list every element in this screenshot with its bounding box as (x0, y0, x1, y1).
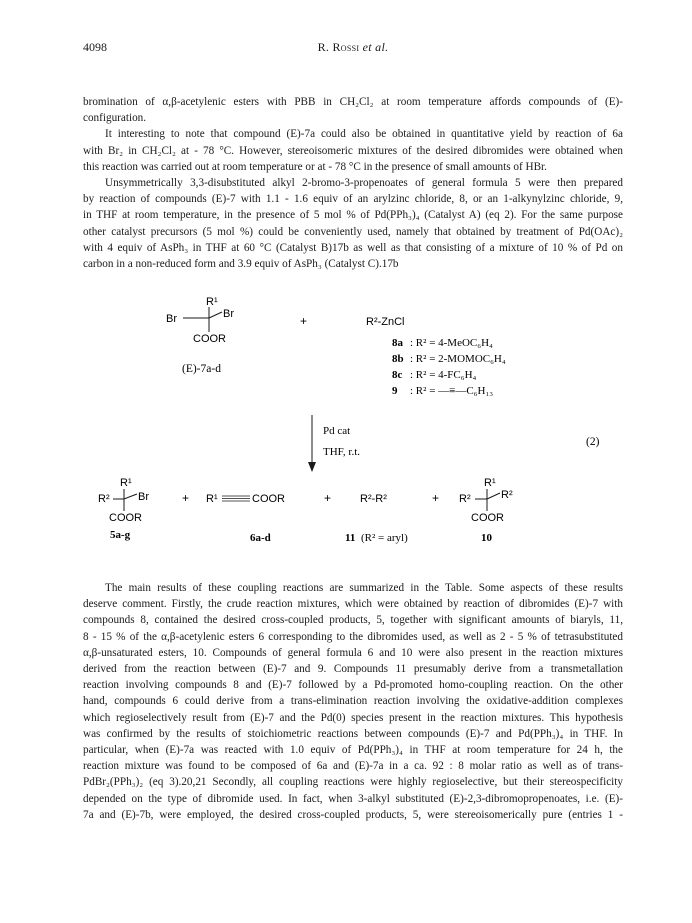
equation-number: (2) (586, 436, 600, 448)
plus-sign: + (300, 314, 308, 328)
bond (124, 494, 137, 499)
text-line: reaction mixture was found to be composed of 6a and (E)-7a in a ca. 92 : 8 molar ratio as well as of trans- (83, 760, 623, 773)
text-line: The main results of these coupling reactions are summarized in the Table. Some aspects of these results (105, 582, 623, 594)
reactant-coor: COOR (193, 333, 226, 345)
text-line: particular, when (E)-7a was reacted with 1.0 equiv of Pd(PPh₃)₄ in THF at room temperature for 24 h, the (83, 744, 623, 757)
product6-coor: COOR (252, 493, 285, 505)
running-head-author: R. Rossi (317, 40, 360, 54)
product10-r1: R¹ (484, 477, 496, 489)
product-11 (345, 493, 408, 544)
conditions-catalyst: Pd cat (323, 425, 351, 437)
reactant-br-left: Br (166, 313, 177, 325)
text-line: α,β-unsaturated esters, 10. Compounds of general formula 6 and 10 were also present in the reaction mixtures (83, 646, 623, 659)
product11-id: 11 (345, 532, 356, 544)
paragraph-bottom (83, 580, 623, 823)
product6-r1: R¹ (206, 493, 218, 505)
paragraph-top (83, 94, 623, 272)
product10-label: 10 (481, 532, 492, 544)
product-6 (206, 493, 285, 544)
reagent-definition: : R² = 4-FC₆H₄ (410, 369, 477, 381)
running-head-etal: et al. (362, 40, 389, 54)
text-line: bromination of α,β-acetylenic esters with PBB in CH₂Cl₂ at room temperature affords compounds of (E)- (83, 96, 623, 108)
conditions-solvent: THF, r.t. (323, 446, 361, 458)
product11-formula: R²-R² (360, 493, 387, 505)
text-line: with 4 equiv of AsPh₃ in THF at 60 °C (Catalyst B)17b as well as that consisting of a mixture of 10 % of Pd on (83, 241, 623, 254)
text-line: compounds 8, contained the desired cross-coupled products, 5, together with significant amounts of biaryls, 11, (83, 614, 623, 627)
running-head (83, 40, 623, 55)
reagent-definition: : R² = 4-MeOC₆H₄ (410, 337, 493, 349)
reactant-r1: R¹ (206, 296, 218, 308)
text-line: configuration. (83, 112, 147, 125)
reagent-id: 9 (392, 385, 398, 397)
text-line: 7a and (E)-7b, were employed, the desired cross-coupled products, 5, were stereoisomerically pure (entries 1 - (83, 808, 623, 821)
text-line: Unsymmetrically 3,3-disubstituted alkyl 2-bromo-3-propenoates of general formula 5 were then prepared (105, 177, 623, 190)
reactant-label: (E)-7a-d (182, 363, 221, 375)
product10-r2-left: R² (459, 493, 471, 505)
reagent-block (366, 316, 506, 397)
plus-sign: + (432, 491, 440, 505)
page-header (83, 40, 623, 58)
product5-r1: R¹ (120, 477, 132, 489)
product5-r2: R² (98, 493, 110, 505)
product10-r2-right: R² (501, 489, 513, 501)
text-line: reaction involving compounds 8 and (E)-7 followed by a Pd-promoted homo-coupling reaction. On the other (83, 679, 623, 692)
product6-label: 6a-d (250, 532, 271, 544)
reactant-dibromide (166, 296, 234, 375)
reagent-definition: : R² = 2-MOMOC₆H₄ (410, 353, 506, 365)
text-line: depended on the type of dibromide used. In fact, when 3-alkyl substituted (E)-2,3-dibromopropenoates, i.e. (E)- (83, 792, 623, 805)
reactant-br-right: Br (223, 308, 234, 320)
text-line: PdBr₂(PPh₃)₂ (eq 3).20,21 Secondly, all coupling reactions were highly regioselective, but their stereospecificity (83, 776, 623, 789)
product-10 (459, 477, 513, 544)
text-line: with Br₂ in CH₂Cl₂ at - 78 °C. However, stereoisomeric mixtures of the desired dibromides were obtained when (83, 144, 623, 157)
product10-coor: COOR (471, 512, 504, 524)
text-line: which regioselectively result from (E)-7 and the Pd(0) species present in the reaction mixtures. This hypothesis (83, 711, 623, 724)
bond (487, 493, 500, 499)
reagent-id: 8b (392, 353, 404, 365)
plus-sign: + (182, 491, 190, 505)
text-line: hand, compounds 6 could derive from a trans-elimination reaction involving the oxidative-addition complexes (83, 695, 623, 708)
reagent-definition: : R² = —≡—C₆H₁₃ (410, 385, 494, 397)
text-line: this reaction was carried out at room temperature or at - 78 °C in the presence of small amounts of HBr. (83, 160, 547, 173)
bond (209, 312, 222, 318)
text-line: by reaction of compounds (E)-7 with 1.1 - 1.6 equiv of an arylzinc chloride, 8, or an 1-alkynylzinc chloride, 9, (83, 193, 623, 206)
page-number: 4098 (83, 40, 107, 54)
reagent-id: 8a (392, 337, 403, 349)
arrow-head (308, 462, 316, 472)
text-line: It interesting to note that compound (E)-7a could also be obtained in quantitative yield by reaction of 6a (105, 128, 623, 141)
product11-note: (R² = aryl) (361, 532, 408, 544)
reagent-id: 8c (392, 369, 403, 381)
text-line: carbon in a non-reduced form and 3.9 equiv of AsPh₃ (Catalyst C).17b (83, 258, 399, 271)
plus-sign: + (324, 491, 332, 505)
text-line: was confirmed by the results of stoichiometric reactions between compounds (E)-7 and Pd(PPh₃)₄ in THF. In (83, 727, 623, 740)
product5-coor: COOR (109, 512, 142, 524)
reaction-arrow (308, 415, 360, 472)
text-line: 8 - 15 % of the α,β-acetylenic esters 6 corresponding to the dibromides used, as well as 2 - 5 % of tetrasubstituted (83, 630, 623, 643)
product5-br: Br (138, 491, 149, 503)
product-5 (98, 477, 149, 541)
text-line: deserve comment. Firstly, the crude reaction mixtures, which were obtained by reaction of dibromides (E)-7 with (83, 598, 623, 611)
text-line: other catalyst precursors (5 mol %) could be conveniently used, namely that obtained by treatment of Pd(OAc)₂ (83, 225, 623, 238)
text-line: derived from the reaction between (E)-7 and 9. Compounds 11 presumably derive from a transmetallation (83, 663, 623, 676)
text-line: in THF at room temperature, in the presence of 5 mol % of Pd(PPh₃)₄ (Catalyst A) (eq 2). For the same purpose (83, 209, 623, 222)
product5-label: 5a-g (110, 529, 131, 541)
reagent-formula: R²-ZnCl (366, 316, 405, 328)
